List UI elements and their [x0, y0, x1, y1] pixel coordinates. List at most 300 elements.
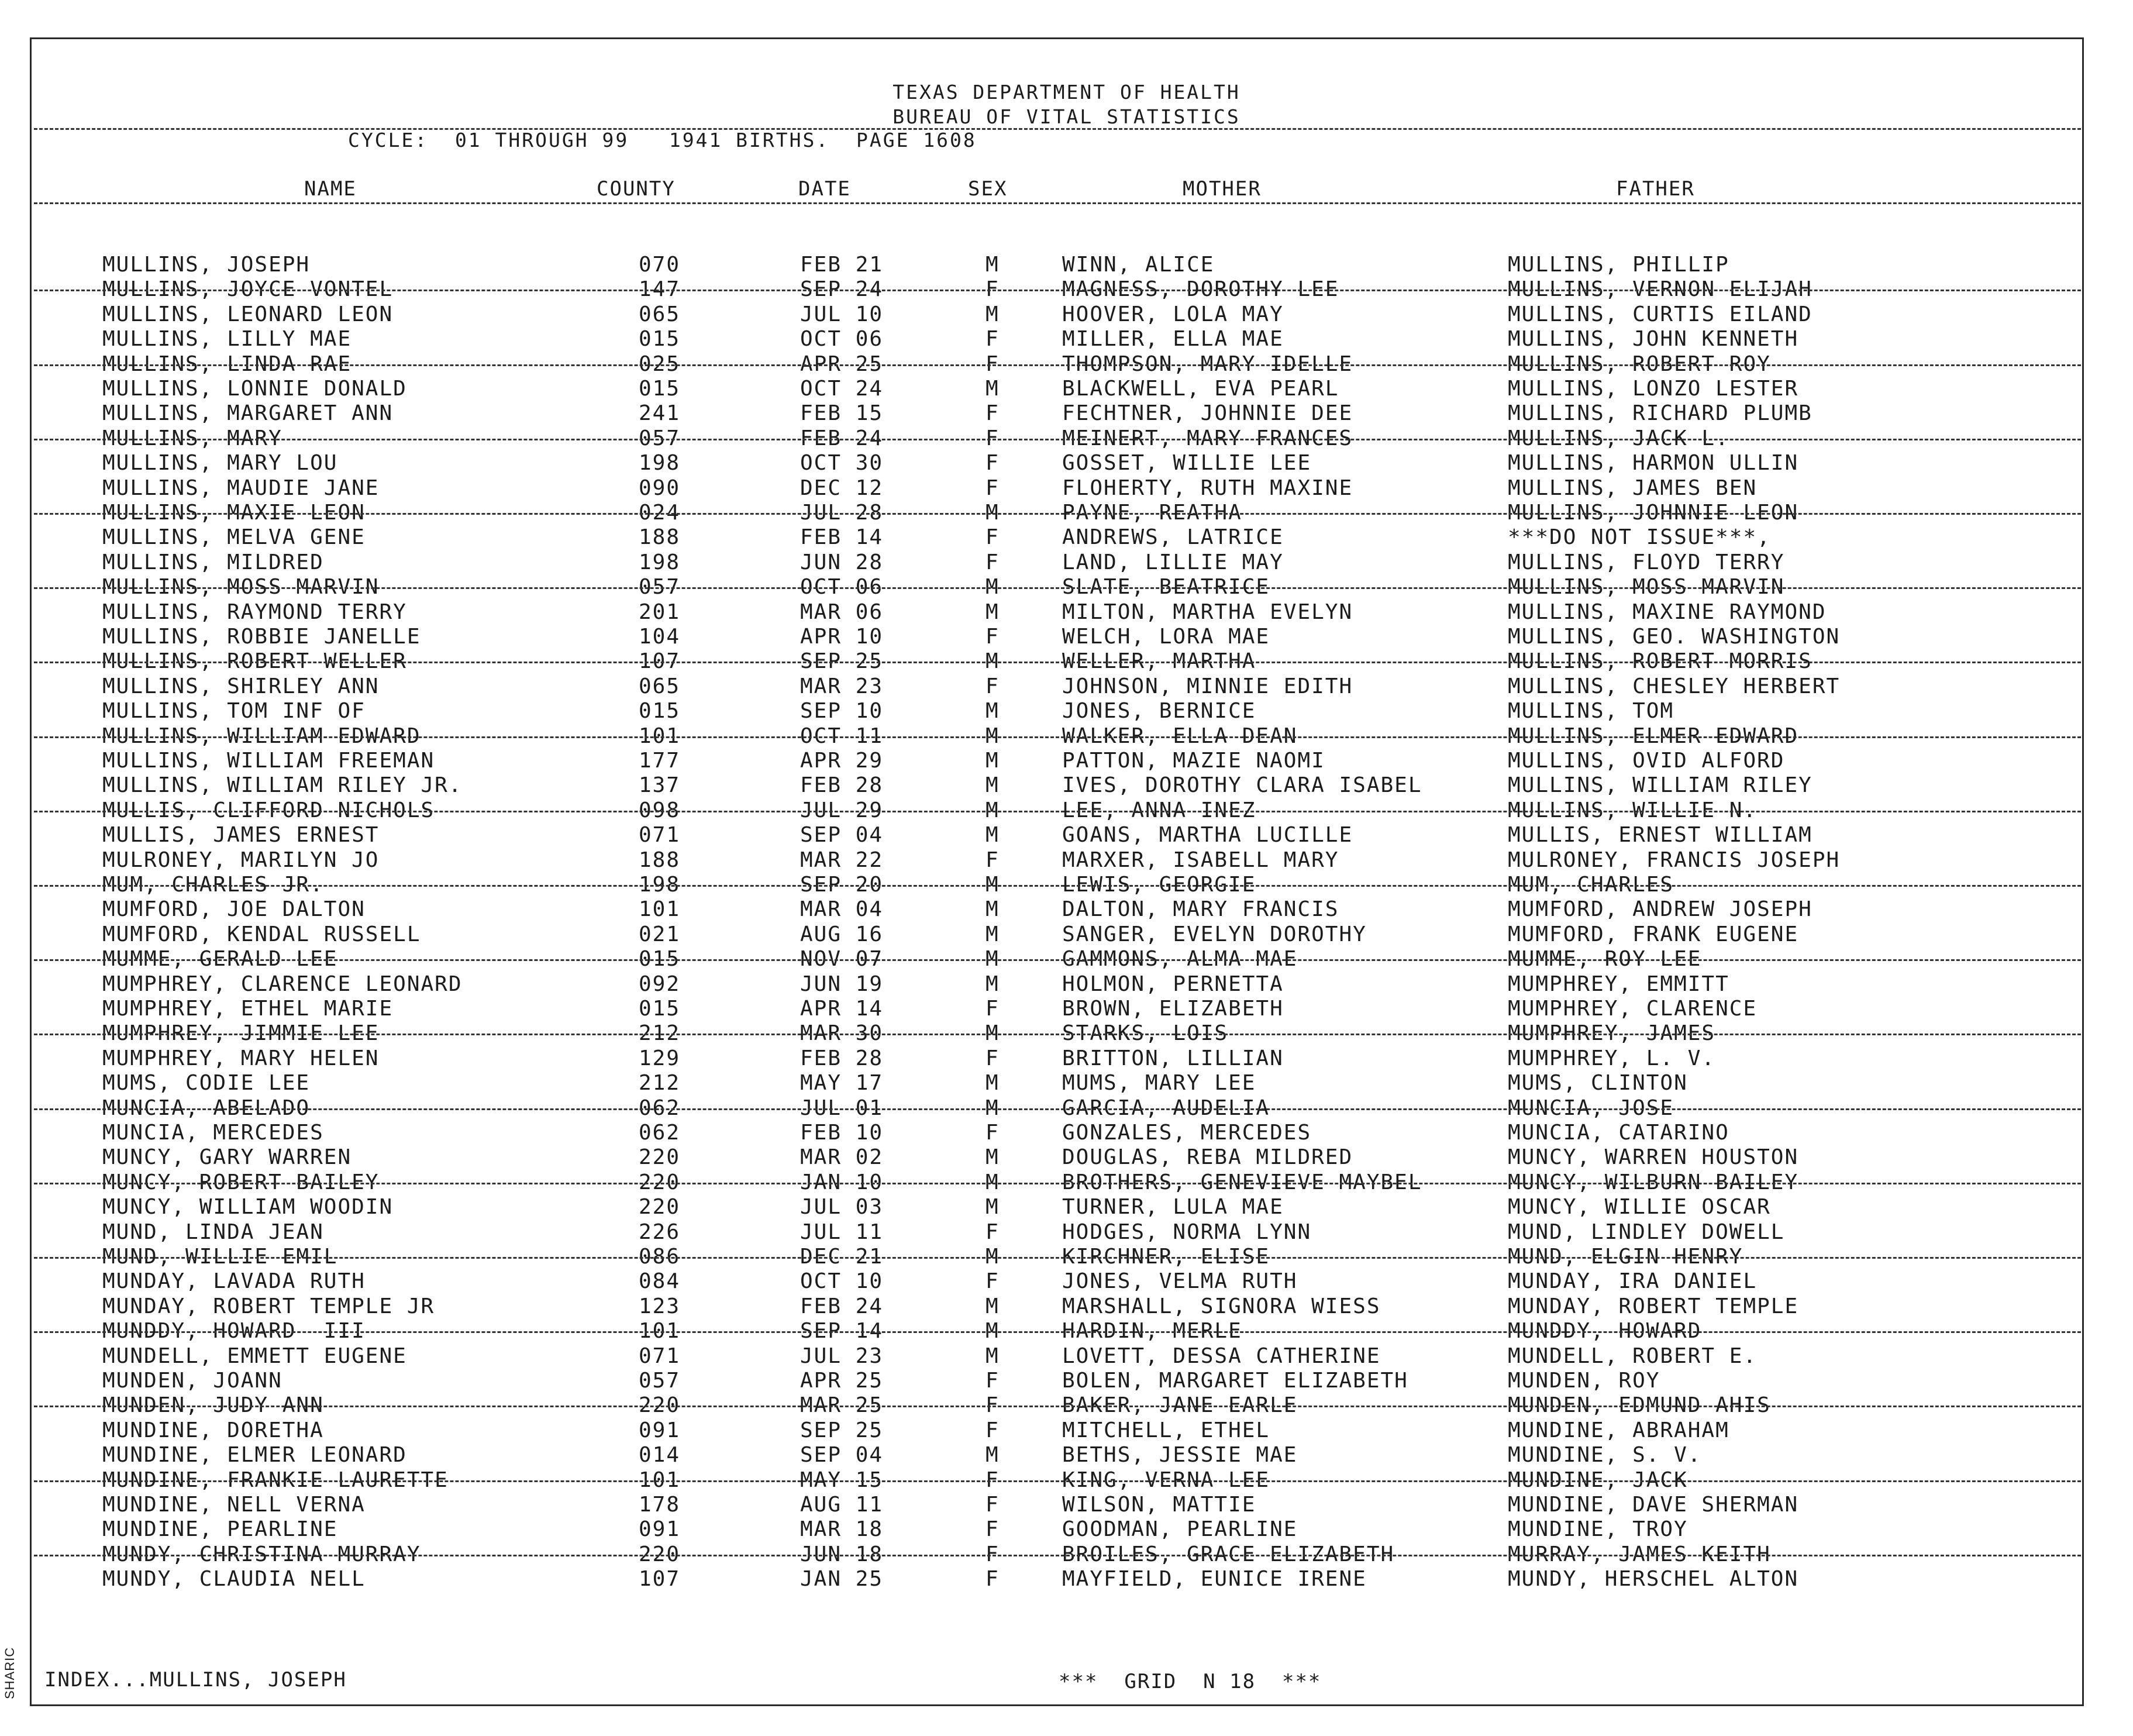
table-row [0, 997, 2133, 1022]
cell-county: 101 [639, 897, 681, 921]
cell-father: MUNDELL, ROBERT E. [1508, 1344, 1758, 1368]
cell-mother: GARCIA, AUDELIA [1062, 1096, 1270, 1120]
cell-father: MUNDINE, TROY [1508, 1517, 1688, 1541]
cell-date: MAR 22 [800, 848, 884, 872]
cell-county: 241 [639, 401, 681, 425]
cell-date: OCT 06 [800, 575, 884, 599]
cell-sex: M [985, 823, 1000, 847]
cell-county: 178 [639, 1493, 681, 1517]
table-row [0, 1145, 2133, 1170]
cell-county: 188 [639, 848, 681, 872]
cell-name: MUNDINE, DORETHA [102, 1418, 324, 1442]
cell-name: MUNCIA, ABELADO [102, 1096, 311, 1120]
cell-date: FEB 14 [800, 525, 884, 549]
cell-sex: M [985, 749, 1000, 773]
cell-mother: FLOHERTY, RUTH MAXINE [1062, 476, 1353, 500]
table-row [0, 699, 2133, 724]
cell-date: MAY 15 [800, 1468, 884, 1492]
cell-mother: THOMPSON, MARY IDELLE [1062, 352, 1353, 376]
cell-father: MUNCY, WILBURN BAILEY [1508, 1170, 1799, 1194]
column-header-divider [34, 202, 2081, 204]
cell-name: MULLINS, LINDA RAE [102, 352, 352, 376]
cell-county: 220 [639, 1170, 681, 1194]
cell-father: MUNDAY, IRA DANIEL [1508, 1269, 1758, 1293]
table-row [0, 1369, 2133, 1394]
cell-date: MAR 25 [800, 1393, 884, 1417]
table-row [0, 1046, 2133, 1072]
cell-county: 177 [639, 749, 681, 773]
cell-mother: WILSON, MATTIE [1062, 1493, 1256, 1517]
cell-father: MULLINS, CHESLEY HERBERT [1508, 674, 1841, 698]
cell-mother: JONES, VELMA RUTH [1062, 1269, 1298, 1293]
column-header-sex: SEX [968, 177, 1008, 201]
cell-mother: MARSHALL, SIGNORA WIESS [1062, 1294, 1381, 1318]
cell-sex: M [985, 253, 1000, 277]
cell-father: MUM, CHARLES [1508, 873, 1674, 897]
cell-sex: F [985, 277, 1000, 301]
cell-county: 091 [639, 1517, 681, 1541]
cell-date: MAR 06 [800, 600, 884, 624]
cell-county: 070 [639, 253, 681, 277]
cell-sex: F [985, 352, 1000, 376]
cell-father: MULLINS, LONZO LESTER [1508, 377, 1799, 401]
cell-sex: F [985, 1493, 1000, 1517]
cell-father: MULLINS, CURTIS EILAND [1508, 302, 1812, 326]
cell-mother: HODGES, NORMA LYNN [1062, 1220, 1312, 1244]
cell-sex: F [985, 327, 1000, 351]
cell-father: MULLINS, JOHNNIE LEON [1508, 501, 1799, 525]
cell-father: MULLINS, ELMER EDWARD [1508, 724, 1799, 748]
cell-name: MULLINS, JOSEPH [102, 253, 311, 277]
row-divider [34, 1406, 2081, 1407]
cell-name: MUNDDY, HOWARD III [102, 1319, 366, 1343]
cell-county: 101 [639, 1319, 681, 1343]
cell-sex: F [985, 997, 1000, 1021]
cell-father: MULLINS, MAXINE RAYMOND [1508, 600, 1827, 624]
cell-father: MULLINS, OVID ALFORD [1508, 749, 1785, 773]
table-row [0, 972, 2133, 997]
cell-father: MULLINS, GEO. WASHINGTON [1508, 625, 1841, 649]
cell-mother: LOVETT, DESSA CATHERINE [1062, 1344, 1381, 1368]
cell-name: MUNCIA, MERCEDES [102, 1121, 324, 1145]
table-row [0, 600, 2133, 625]
table-row [0, 1071, 2133, 1096]
cell-sex: M [985, 1096, 1000, 1120]
cell-name: MUND, LINDA JEAN [102, 1220, 324, 1244]
cell-county: 015 [639, 997, 681, 1021]
cell-mother: BROILES, GRACE ELIZABETH [1062, 1542, 1395, 1566]
cell-date: MAR 30 [800, 1021, 884, 1045]
cell-sex: M [985, 377, 1000, 401]
cell-sex: M [985, 1170, 1000, 1194]
cell-county: 101 [639, 724, 681, 748]
cell-father: MULLINS, WILLIE N. [1508, 798, 1758, 822]
row-divider [34, 885, 2081, 887]
column-header-date: DATE [798, 177, 851, 201]
cell-name: MUNDINE, FRANKIE LAURETTE [102, 1468, 449, 1492]
cell-name: MUNDAY, ROBERT TEMPLE JR [102, 1294, 435, 1318]
cell-mother: DALTON, MARY FRANCIS [1062, 897, 1339, 921]
cell-date: MAY 17 [800, 1071, 884, 1095]
cell-sex: M [985, 873, 1000, 897]
cell-sex: M [985, 699, 1000, 723]
cell-mother: LAND, LILLIE MAY [1062, 550, 1284, 574]
table-row [0, 625, 2133, 650]
table-row [0, 1493, 2133, 1518]
cell-mother: PAYNE, REATHA [1062, 501, 1242, 525]
cell-date: MAR 18 [800, 1517, 884, 1541]
table-row [0, 525, 2133, 550]
table-row [0, 1344, 2133, 1369]
cell-date: JUL 01 [800, 1096, 884, 1120]
cell-name: MULLINS, MARY LOU [102, 451, 338, 475]
cell-county: 025 [639, 352, 681, 376]
cell-mother: HOLMON, PERNETTA [1062, 972, 1284, 996]
table-row [0, 451, 2133, 476]
cell-sex: F [985, 1517, 1000, 1541]
cell-father: MUNCY, WARREN HOUSTON [1508, 1145, 1799, 1169]
cell-sex: F [985, 1418, 1000, 1442]
cell-county: 024 [639, 501, 681, 525]
cell-mother: BAKER, JANE EARLE [1062, 1393, 1298, 1417]
cell-mother: GONZALES, MERCEDES [1062, 1121, 1312, 1145]
cell-date: JUL 03 [800, 1195, 884, 1219]
cell-name: MUND, WILLIE EMIL [102, 1245, 338, 1269]
cell-sex: M [985, 947, 1000, 971]
cell-father: MULLINS, FLOYD TERRY [1508, 550, 1785, 574]
cell-name: MUMS, CODIE LEE [102, 1071, 311, 1095]
row-divider [34, 1331, 2081, 1333]
row-divider [34, 1555, 2081, 1556]
table-row [0, 327, 2133, 352]
cell-county: 220 [639, 1393, 681, 1417]
cell-name: MUMPHREY, MARY HELEN [102, 1046, 380, 1070]
cell-sex: M [985, 1443, 1000, 1467]
cell-name: MULLINS, LILLY MAE [102, 327, 352, 351]
cell-county: 123 [639, 1294, 681, 1318]
cell-date: SEP 14 [800, 1319, 884, 1343]
cell-date: DEC 12 [800, 476, 884, 500]
cell-mother: MEINERT, MARY FRANCES [1062, 426, 1353, 450]
table-row [0, 773, 2133, 798]
cell-date: SEP 10 [800, 699, 884, 723]
cell-name: MULLINS, MELVA GENE [102, 525, 366, 549]
table-row [0, 1294, 2133, 1320]
cell-sex: F [985, 625, 1000, 649]
cell-father: MUMPHREY, JAMES [1508, 1021, 1716, 1045]
cell-county: 071 [639, 823, 681, 847]
cell-name: MULLINS, WILLIAM RILEY JR. [102, 773, 463, 797]
cell-county: 198 [639, 873, 681, 897]
cell-name: MULRONEY, MARILYN JO [102, 848, 380, 872]
cell-sex: F [985, 1269, 1000, 1293]
cell-father: MULLINS, HARMON ULLIN [1508, 451, 1799, 475]
cell-date: JUL 29 [800, 798, 884, 822]
cell-county: 090 [639, 476, 681, 500]
row-divider [34, 1257, 2081, 1259]
cell-mother: FECHTNER, JOHNNIE DEE [1062, 401, 1353, 425]
cell-county: 057 [639, 575, 681, 599]
cell-name: MULLINS, ROBERT WELLER [102, 649, 407, 673]
cell-mother: WINN, ALICE [1062, 253, 1215, 277]
cell-date: AUG 16 [800, 922, 884, 946]
cell-date: APR 25 [800, 352, 884, 376]
cell-father: MULLINS, ROBERT MORRIS [1508, 649, 1812, 673]
cell-father: MULLINS, MOSS MARVIN [1508, 575, 1785, 599]
cell-mother: LEE, ANNA INEZ [1062, 798, 1256, 822]
cell-date: DEC 21 [800, 1245, 884, 1269]
header-divider [34, 128, 2081, 130]
cell-mother: GOODMAN, PEARLINE [1062, 1517, 1298, 1541]
cell-county: 212 [639, 1071, 681, 1095]
cell-sex: F [985, 550, 1000, 574]
cell-mother: JONES, BERNICE [1062, 699, 1256, 723]
cell-mother: TURNER, LULA MAE [1062, 1195, 1284, 1219]
row-divider [34, 662, 2081, 663]
cell-name: MUNDY, CHRISTINA MURRAY [102, 1542, 421, 1566]
cell-mother: BOLEN, MARGARET ELIZABETH [1062, 1369, 1408, 1393]
department-title: TEXAS DEPARTMENT OF HEALTH [893, 81, 1240, 104]
cell-father: MULLINS, VERNON ELIJAH [1508, 277, 1812, 301]
cell-name: MUM, CHARLES JR. [102, 873, 324, 897]
cell-county: 201 [639, 600, 681, 624]
cell-county: 129 [639, 1046, 681, 1070]
cell-sex: M [985, 972, 1000, 996]
cell-date: OCT 06 [800, 327, 884, 351]
cell-father: MUNDAY, ROBERT TEMPLE [1508, 1294, 1799, 1318]
cell-father: MUMME, ROY LEE [1508, 947, 1702, 971]
cell-sex: F [985, 1369, 1000, 1393]
row-divider [34, 1034, 2081, 1035]
cell-county: 071 [639, 1344, 681, 1368]
cell-sex: F [985, 426, 1000, 450]
cell-mother: MAYFIELD, EUNICE IRENE [1062, 1567, 1367, 1591]
cell-county: 091 [639, 1418, 681, 1442]
cell-father: MUNDINE, DAVE SHERMAN [1508, 1493, 1799, 1517]
cell-date: OCT 10 [800, 1269, 884, 1293]
table-row [0, 848, 2133, 873]
cell-county: 065 [639, 674, 681, 698]
cell-father: MULLINS, PHILLIP [1508, 253, 1729, 277]
cell-mother: STARKS, LOIS [1062, 1021, 1229, 1045]
cell-county: 198 [639, 451, 681, 475]
cell-date: SEP 04 [800, 1443, 884, 1467]
cell-date: SEP 04 [800, 823, 884, 847]
cell-date: JAN 10 [800, 1170, 884, 1194]
table-row [0, 1220, 2133, 1245]
row-divider [34, 1480, 2081, 1482]
cell-mother: BLACKWELL, EVA PEARL [1062, 377, 1339, 401]
cell-name: MUNDAY, LAVADA RUTH [102, 1269, 366, 1293]
cell-sex: F [985, 1567, 1000, 1591]
cell-county: 098 [639, 798, 681, 822]
cell-date: FEB 28 [800, 773, 884, 797]
cell-mother: WALKER, ELLA DEAN [1062, 724, 1298, 748]
cell-mother: MARXER, ISABELL MARY [1062, 848, 1339, 872]
row-divider [34, 439, 2081, 440]
cell-county: 147 [639, 277, 681, 301]
cell-date: JUL 10 [800, 302, 884, 326]
cell-mother: PATTON, MAZIE NAOMI [1062, 749, 1325, 773]
cell-father: MUND, LINDLEY DOWELL [1508, 1220, 1785, 1244]
cell-sex: F [985, 1220, 1000, 1244]
cell-father: MUMPHREY, CLARENCE [1508, 997, 1758, 1021]
cell-county: 107 [639, 649, 681, 673]
side-label: SHARIC [2, 1647, 17, 1699]
table-row [0, 550, 2133, 576]
cell-father: MULLINS, JACK L. [1508, 426, 1729, 450]
cell-father: MUNDINE, ABRAHAM [1508, 1418, 1729, 1442]
cell-father: MUMPHREY, EMMITT [1508, 972, 1729, 996]
cell-mother: BETHS, JESSIE MAE [1062, 1443, 1298, 1467]
cell-mother: JOHNSON, MINNIE EDITH [1062, 674, 1353, 698]
cell-sex: M [985, 922, 1000, 946]
cell-county: 104 [639, 625, 681, 649]
cell-name: MULLINS, MARGARET ANN [102, 401, 394, 425]
cell-name: MUMPHREY, JIMMIE LEE [102, 1021, 380, 1045]
cell-county: 101 [639, 1468, 681, 1492]
cell-mother: GOANS, MARTHA LUCILLE [1062, 823, 1353, 847]
cell-name: MULLINS, LONNIE DONALD [102, 377, 407, 401]
cell-sex: M [985, 798, 1000, 822]
table-row [0, 1121, 2133, 1146]
table-row [0, 1443, 2133, 1468]
cell-name: MULLIS, CLIFFORD NICHOLS [102, 798, 435, 822]
cell-name: MUNDEN, JUDY ANN [102, 1393, 324, 1417]
cell-father: MULLINS, JOHN KENNETH [1508, 327, 1799, 351]
cell-county: 107 [639, 1567, 681, 1591]
cell-mother: MITCHELL, ETHEL [1062, 1418, 1270, 1442]
cell-mother: WELLER, MARTHA [1062, 649, 1256, 673]
cell-mother: IVES, DOROTHY CLARA ISABEL [1062, 773, 1422, 797]
cell-mother: MUMS, MARY LEE [1062, 1071, 1256, 1095]
cell-name: MUMFORD, JOE DALTON [102, 897, 366, 921]
cell-county: 065 [639, 302, 681, 326]
cell-father: MUND, ELGIN HENRY [1508, 1245, 1743, 1269]
cell-date: SEP 20 [800, 873, 884, 897]
grid-footer: *** GRID N 18 *** [1059, 1670, 1322, 1693]
cell-sex: M [985, 1145, 1000, 1169]
cell-father: MULLINS, TOM [1508, 699, 1674, 723]
cell-date: APR 10 [800, 625, 884, 649]
cell-name: MULLINS, MARY [102, 426, 282, 450]
cell-sex: M [985, 1195, 1000, 1219]
cell-sex: M [985, 1245, 1000, 1269]
cell-father: MUNDEN, EDMUND AHIS [1508, 1393, 1771, 1417]
cell-date: SEP 25 [800, 649, 884, 673]
cell-sex: F [985, 848, 1000, 872]
cell-sex: M [985, 773, 1000, 797]
table-row [0, 1567, 2133, 1592]
cell-mother: SLATE, BEATRICE [1062, 575, 1270, 599]
cell-father: MUNDDY, HOWARD [1508, 1319, 1702, 1343]
column-header-mother: MOTHER [1183, 177, 1262, 201]
cell-mother: GAMMONS, ALMA MAE [1062, 947, 1298, 971]
table-row [0, 302, 2133, 328]
column-header-father: FATHER [1616, 177, 1695, 201]
cell-father: MUNCIA, CATARINO [1508, 1121, 1729, 1145]
cell-county: 015 [639, 699, 681, 723]
cell-county: 057 [639, 1369, 681, 1393]
cell-county: 220 [639, 1542, 681, 1566]
cell-county: 220 [639, 1195, 681, 1219]
cell-mother: DOUGLAS, REBA MILDRED [1062, 1145, 1353, 1169]
cell-date: JUL 28 [800, 501, 884, 525]
cell-mother: MILTON, MARTHA EVELYN [1062, 600, 1353, 624]
cell-name: MUMFORD, KENDAL RUSSELL [102, 922, 421, 946]
cell-county: 014 [639, 1443, 681, 1467]
cell-father: MUNDEN, ROY [1508, 1369, 1660, 1393]
cell-sex: F [985, 1393, 1000, 1417]
row-divider [34, 811, 2081, 812]
cell-father: MULLINS, ROBERT ROY [1508, 352, 1771, 376]
cell-county: 137 [639, 773, 681, 797]
table-row [0, 401, 2133, 426]
cell-sex: F [985, 451, 1000, 475]
row-divider [34, 513, 2081, 515]
cell-sex: M [985, 1294, 1000, 1318]
bureau-title: BUREAU OF VITAL STATISTICS [893, 105, 1240, 128]
cell-sex: F [985, 1468, 1000, 1492]
cell-mother: BRITTON, LILLIAN [1062, 1046, 1284, 1070]
cell-date: JUN 28 [800, 550, 884, 574]
cell-mother: BROWN, ELIZABETH [1062, 997, 1284, 1021]
cell-date: FEB 28 [800, 1046, 884, 1070]
cell-sex: F [985, 476, 1000, 500]
cell-father: MUMFORD, ANDREW JOSEPH [1508, 897, 1812, 921]
cell-county: 212 [639, 1021, 681, 1045]
cell-sex: M [985, 897, 1000, 921]
cell-father: MUNCIA, JOSE [1508, 1096, 1674, 1120]
row-divider [34, 736, 2081, 738]
cell-father: MUMFORD, FRANK EUGENE [1508, 922, 1799, 946]
cell-name: MUMPHREY, ETHEL MARIE [102, 997, 394, 1021]
cell-county: 198 [639, 550, 681, 574]
index-footer: INDEX...MULLINS, JOSEPH [44, 1668, 347, 1692]
column-header-county: COUNTY [597, 177, 676, 201]
cell-sex: F [985, 1046, 1000, 1070]
row-divider [34, 587, 2081, 589]
cell-date: FEB 21 [800, 253, 884, 277]
cell-county: 220 [639, 1145, 681, 1169]
cell-sex: M [985, 724, 1000, 748]
cell-name: MULLINS, WILLIAM EDWARD [102, 724, 421, 748]
cell-sex: M [985, 575, 1000, 599]
cell-date: JAN 25 [800, 1567, 884, 1591]
cell-date: OCT 24 [800, 377, 884, 401]
cell-county: 086 [639, 1245, 681, 1269]
cell-name: MUNCY, WILLIAM WOODIN [102, 1195, 394, 1219]
cell-name: MUNCY, GARY WARREN [102, 1145, 352, 1169]
cell-date: JUN 19 [800, 972, 884, 996]
cell-sex: M [985, 600, 1000, 624]
row-divider [34, 1183, 2081, 1184]
cell-county: 015 [639, 947, 681, 971]
cell-county: 084 [639, 1269, 681, 1293]
cell-county: 057 [639, 426, 681, 450]
cell-father: MULLINS, WILLIAM RILEY [1508, 773, 1812, 797]
cell-county: 226 [639, 1220, 681, 1244]
table-row [0, 1269, 2133, 1294]
cell-name: MUNDY, CLAUDIA NELL [102, 1567, 366, 1591]
cell-date: JUN 18 [800, 1542, 884, 1566]
cell-mother: MAGNESS, DOROTHY LEE [1062, 277, 1339, 301]
cell-father: MUNDINE, JACK [1508, 1468, 1688, 1492]
cell-name: MUNDEN, JOANN [102, 1369, 282, 1393]
cell-sex: M [985, 501, 1000, 525]
cell-sex: M [985, 302, 1000, 326]
cell-date: APR 14 [800, 997, 884, 1021]
